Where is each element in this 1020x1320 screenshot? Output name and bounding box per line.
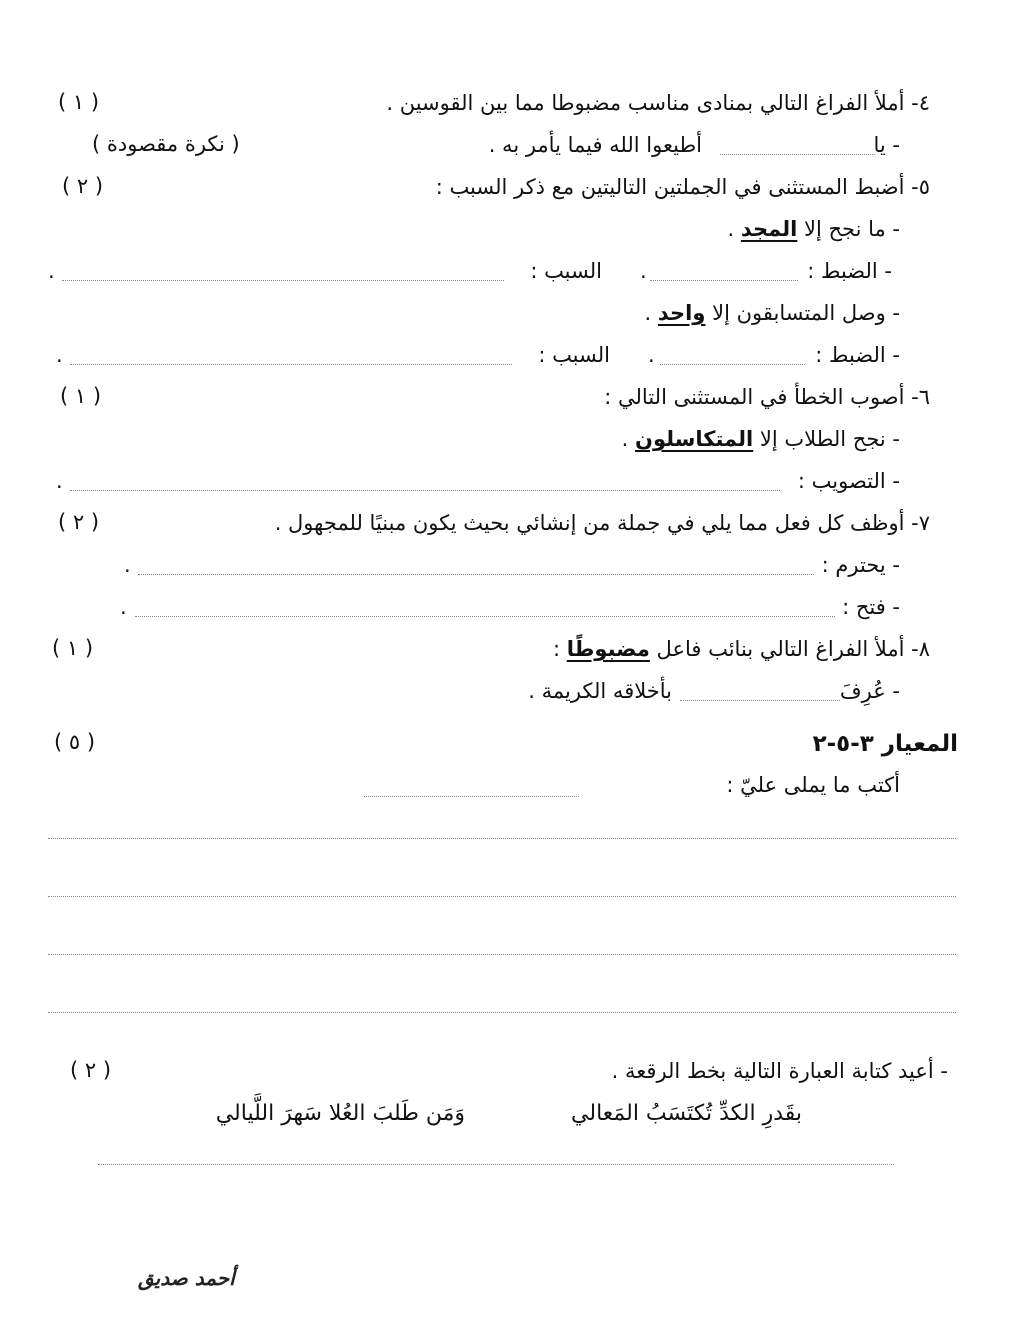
verse-second-hemistich: وَمَن طَلبَ العُلا سَهرَ اللَّيالي	[215, 1101, 465, 1126]
dictation-instruction: أكتب ما يملى عليّ :	[726, 773, 900, 797]
q5-dabt-label-1: - الضبط :	[807, 259, 892, 283]
q5-dabt-blank-1[interactable]	[650, 280, 798, 281]
q4-item-rest: أطيعوا الله فيما يأمر به .	[488, 133, 702, 157]
q8-instruction: ٨- أملأ الفراغ التالي بنائب فاعل مضبوطًا :	[553, 637, 930, 661]
q5-dabt-blank-2[interactable]	[660, 364, 805, 365]
q8-item-prefix: - عُرِفَ	[839, 679, 900, 703]
q4-blank[interactable]	[720, 154, 875, 155]
q5-sabab-label-2: السبب :	[538, 343, 610, 367]
q5-dot-1: .	[640, 259, 647, 283]
q5-mark: ( ٢ )	[62, 174, 104, 198]
q6-dot: .	[56, 469, 63, 493]
author-signature: أحمد صديق	[138, 1266, 235, 1290]
q6-sentence: - نجح الطلاب إلا المتكاسلون .	[621, 427, 900, 451]
standard-mark: ( ٥ )	[54, 730, 96, 754]
q6-mark: ( ١ )	[60, 384, 102, 408]
q7-dot-1: .	[124, 553, 131, 577]
q5-instruction: ٥- أضبط المستثنى في الجملتين التاليتين مع ذكر السبب :	[435, 175, 930, 199]
q5-sentence-1: - ما نجح إلا المجد .	[727, 217, 900, 241]
q5-sabab-blank-1[interactable]	[62, 280, 504, 281]
q5-dot-3: .	[648, 343, 655, 367]
q5-dabt-label-2: - الضبط :	[815, 343, 900, 367]
q6-taswib-label: - التصويب :	[797, 469, 900, 493]
dictation-line-4[interactable]	[48, 1012, 956, 1013]
dictation-line-1[interactable]	[48, 838, 956, 839]
calligraphy-mark: ( ٢ )	[70, 1058, 112, 1082]
verse-first-hemistich: بقَدرِ الكدِّ تُكتَسَبُ المَعالي	[571, 1101, 802, 1126]
q7-dot-2: .	[120, 595, 127, 619]
q5-dot-4: .	[56, 343, 63, 367]
q7-verb-1: - يحترم :	[821, 553, 900, 577]
q7-mark: ( ٢ )	[58, 510, 100, 534]
q6-taswib-blank[interactable]	[70, 490, 780, 491]
q8-blank[interactable]	[680, 700, 840, 701]
q5-sabab-blank-2[interactable]	[70, 364, 512, 365]
standard-heading: المعيار ٣-٥-٢	[812, 731, 958, 757]
q6-word: المتكاسلون	[635, 427, 754, 451]
calligraphy-answer-line[interactable]	[98, 1164, 894, 1165]
q5-sabab-label-1: السبب :	[530, 259, 602, 283]
q4-hint: ( نكرة مقصودة )	[92, 132, 240, 156]
q7-verb-2: - فتح :	[842, 595, 900, 619]
q8-mark: ( ١ )	[52, 636, 94, 660]
dictation-line-3[interactable]	[48, 954, 956, 955]
q5-word-2: واحد	[657, 301, 706, 325]
calligraphy-instruction: - أعيد كتابة العبارة التالية بخط الرقعة .	[611, 1059, 948, 1083]
q4-item-prefix: - يا	[873, 133, 900, 157]
q8-word: مضبوطًا	[566, 637, 650, 661]
q8-item-rest: بأخلاقه الكريمة .	[528, 679, 672, 703]
q6-instruction: ٦- أصوب الخطأ في المستثنى التالي :	[604, 385, 930, 409]
dictation-line-2[interactable]	[48, 896, 956, 897]
q7-blank-2[interactable]	[135, 616, 835, 617]
q5-dot-2: .	[48, 259, 55, 283]
q4-mark: ( ١ )	[58, 90, 100, 114]
q4-instruction: ٤- أملأ الفراغ التالي بمنادى مناسب مضبوطا مما بين القوسين .	[386, 91, 930, 115]
dictation-title-blank[interactable]	[364, 796, 579, 797]
q7-instruction: ٧- أوظف كل فعل مما يلي في جملة من إنشائي بحيث يكون مبنيًا للمجهول .	[274, 511, 930, 535]
q5-word-1: المجد	[740, 217, 798, 241]
q7-blank-1[interactable]	[138, 574, 814, 575]
q5-sentence-2: - وصل المتسابقون إلا واحد .	[644, 301, 900, 325]
